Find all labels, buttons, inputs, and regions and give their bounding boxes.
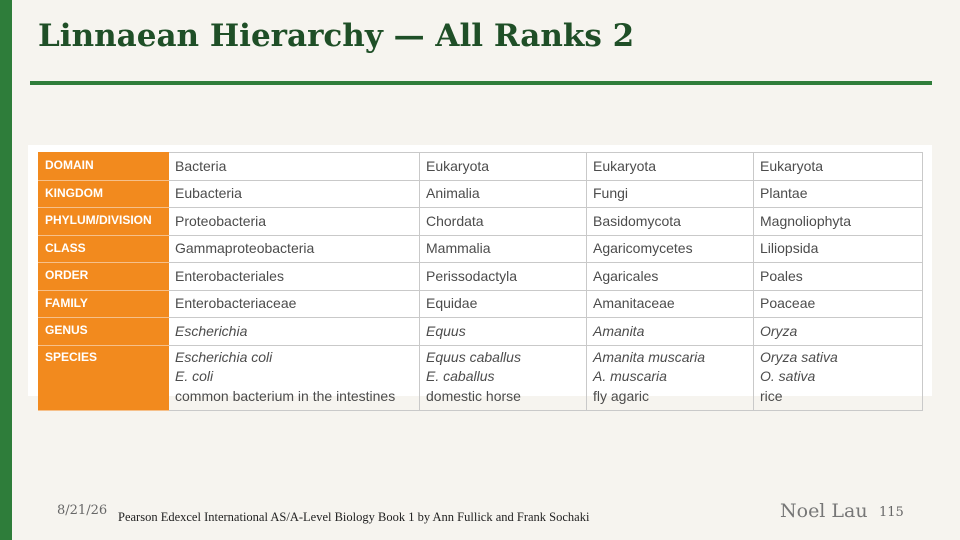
table-row-species <box>39 345 923 410</box>
table-cell: Basidomycota <box>587 208 754 236</box>
species-scientific-name: Escherichia coli <box>175 348 273 365</box>
species-common-name: rice <box>760 387 783 404</box>
table-panel <box>28 145 932 404</box>
species-abbreviation: A. muscaria <box>593 368 667 384</box>
species-common-name: fly agaric <box>593 387 650 404</box>
species-scientific-name: Amanita muscaria <box>593 348 706 365</box>
rank-label: FAMILY <box>39 290 169 318</box>
table-row-family <box>39 290 923 318</box>
page-number: 115 <box>879 505 904 520</box>
rank-label: KINGDOM <box>39 180 169 208</box>
table-row-class <box>39 235 923 263</box>
footer-author: Noel Lau <box>780 500 868 522</box>
table-cell: Gammaproteobacteria <box>169 235 420 263</box>
table-cell: Chordata <box>420 208 587 236</box>
table-cell: Agaricales <box>587 263 754 291</box>
table-cell: Poaceae <box>754 290 923 318</box>
species-scientific-name: Equus caballus <box>426 348 521 365</box>
table-cell: Eukaryota <box>587 153 754 181</box>
table-cell: Bacteria <box>169 153 420 181</box>
table-cell: Proteobacteria <box>169 208 420 236</box>
species-abbreviation: O. sativa <box>760 368 816 384</box>
rank-label: SPECIES <box>39 345 169 410</box>
footer-source: Pearson Edexcel International AS/A-Level Biology Book 1 by Ann Fullick and Frank Sochaki <box>118 510 590 524</box>
table-cell: Enterobacteriales <box>169 263 420 291</box>
table-cell: Escherichia <box>169 318 420 346</box>
species-scientific-name: Oryza sativa <box>760 348 838 365</box>
table-cell: Mammalia <box>420 235 587 263</box>
table-cell: Perissodactyla <box>420 263 587 291</box>
table-cell: Agaricomycetes <box>587 235 754 263</box>
rank-label: PHYLUM/DIVISION <box>39 208 169 236</box>
table-cell: Liliopsida <box>754 235 923 263</box>
table-cell: Plantae <box>754 180 923 208</box>
table-cell: Animalia <box>420 180 587 208</box>
table-cell: Oryza <box>754 318 923 346</box>
table-cell <box>754 345 923 410</box>
species-abbreviation: E. coli <box>175 368 214 384</box>
table-cell: Equus <box>420 318 587 346</box>
rank-label: ORDER <box>39 263 169 291</box>
table-cell <box>587 345 754 410</box>
table-row-domain <box>39 153 923 181</box>
linnaean-table <box>38 152 923 411</box>
species-common-name: common bacterium in the intestines <box>175 387 396 404</box>
table-cell: Eubacteria <box>169 180 420 208</box>
table-row-order <box>39 263 923 291</box>
table-cell: Fungi <box>587 180 754 208</box>
table-cell <box>169 345 420 410</box>
left-accent-bar <box>0 0 12 540</box>
table-row-phylum <box>39 208 923 236</box>
rank-label: CLASS <box>39 235 169 263</box>
table-cell: Equidae <box>420 290 587 318</box>
table-cell: Eukaryota <box>754 153 923 181</box>
species-common-name: domestic horse <box>426 387 521 404</box>
table-cell: Eukaryota <box>420 153 587 181</box>
rank-label: GENUS <box>39 318 169 346</box>
species-abbreviation: E. caballus <box>426 368 495 384</box>
slide-title: Linnaean Hierarchy — All Ranks 2 <box>38 18 635 54</box>
footer-date: 8/21/26 <box>57 503 108 518</box>
rank-label: DOMAIN <box>39 153 169 181</box>
table-cell: Amanita <box>587 318 754 346</box>
table-row-genus <box>39 318 923 346</box>
table-cell: Magnoliophyta <box>754 208 923 236</box>
table-cell <box>420 345 587 410</box>
table-cell: Enterobacteriaceae <box>169 290 420 318</box>
table-row-kingdom <box>39 180 923 208</box>
table-cell: Amanitaceae <box>587 290 754 318</box>
table-cell: Poales <box>754 263 923 291</box>
title-underline <box>30 81 932 85</box>
